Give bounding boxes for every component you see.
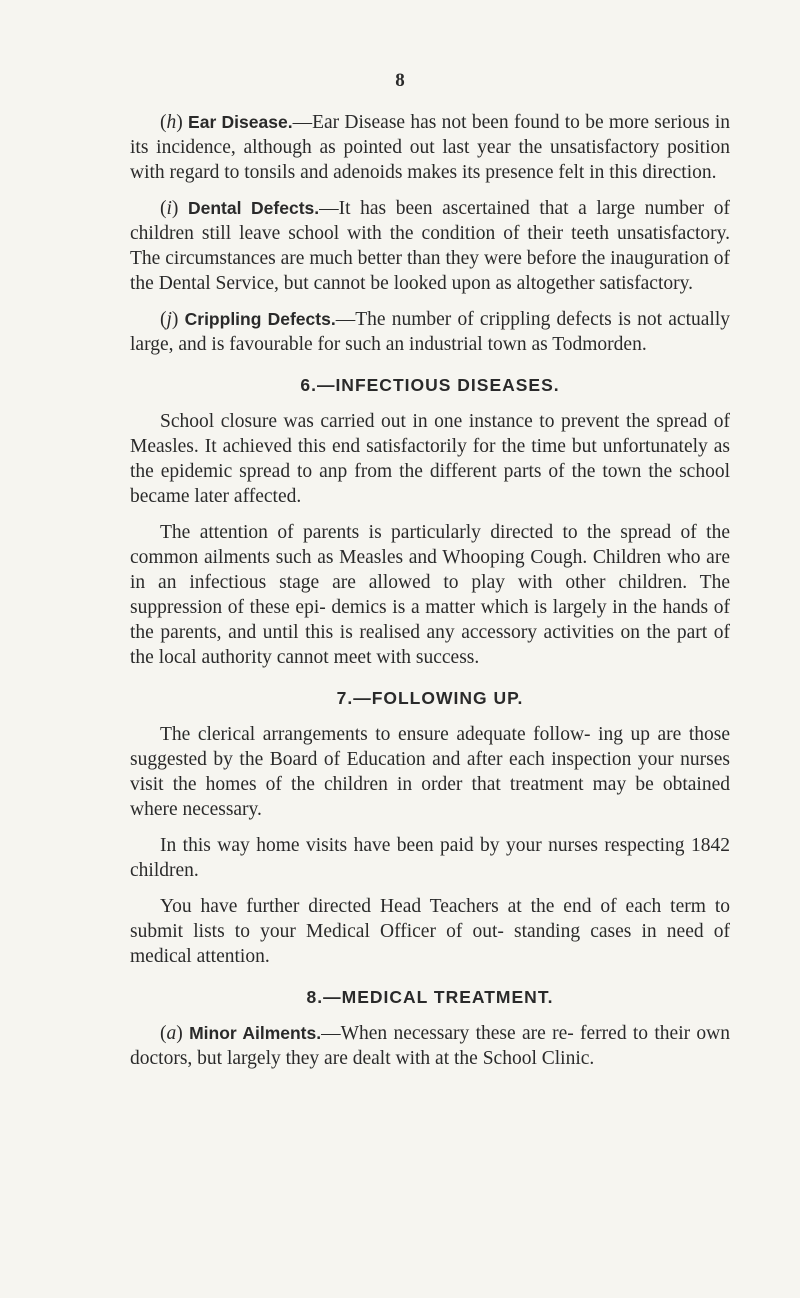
item-letter: i [166, 198, 172, 219]
item-text: —The number of crippling defects is not actually large, and is favourable for such an industrial town as Todmorden. [130, 309, 730, 355]
paragraph: The attention of parents is particularly directed to the spread of the common ailments such as Measles and Whooping Cough. Children who are in an infectious stage are allowed to play with other children. The suppression of these epi- demics is a matter which is largely in the hands of the parents, and until this is realised any accessory activities on the part of the local authority cannot meet with success. [130, 522, 730, 668]
item-title: Ear Disease. [188, 112, 293, 132]
item-letter: j [166, 309, 172, 330]
page-number: 8 [395, 70, 405, 91]
item-title: Minor Ailments. [189, 1023, 322, 1043]
section-heading-infectious-diseases: 6.—INFECTIOUS DISEASES. [300, 375, 560, 395]
item-text: —It has been ascertained that a large number of children still leave school with the condition of their teeth unsatisfactory. The circumstances are much better than they were before the inauguration of the Dental Service, but cannot be looked upon as altogether satisfactory. [130, 198, 730, 294]
item-crippling-defects: (j) Crippling Defects.—The number of crippling defects is not actually large, and is favourable for such an industrial town as Todmorden. [130, 309, 730, 355]
paragraph: School closure was carried out in one instance to prevent the spread of Measles. It achieved this end satisfactorily for the time but unfortunately as the epidemic spread to anp from the different parts of the town the school became later affected. [130, 411, 730, 507]
paragraph: In this way home visits have been paid by your nurses respecting 1842 children. [130, 835, 730, 881]
section-heading-medical-treatment: 8.—MEDICAL TREATMENT. [306, 987, 554, 1007]
item-dental-defects: (i) Dental Defects.—It has been ascertained that a large number of children still leave school with the condition of their teeth unsatisfactory. The circumstances are much better than they were before the inauguration of the Dental Service, but cannot be looked upon as altogether satisfactory. [130, 198, 730, 294]
paragraph: You have further directed Head Teachers at the end of each term to submit lists to your Medical Officer of out- standing cases in need of medical attention. [130, 896, 730, 967]
item-title: Crippling Defects. [184, 309, 336, 329]
item-text: —When necessary these are re- ferred to their own doctors, but largely they are dealt with at the School Clinic. [130, 1023, 730, 1069]
item-title: Dental Defects. [188, 198, 320, 218]
item-letter: h [166, 112, 177, 133]
item-text: —Ear Disease has not been found to be more serious in its incidence, although as pointed out last year the unsatisfactory position with regard to tonsils and adenoids makes its presence felt in this direction. [130, 112, 731, 183]
item-minor-ailments: (a) Minor Ailments.—When necessary these are re- ferred to their own doctors, but largely they are dealt with at the School Clinic. [130, 1023, 730, 1069]
item-letter: a [166, 1023, 177, 1044]
paragraph: The clerical arrangements to ensure adequate follow- ing up are those suggested by the Board of Education and after each inspection your nurses visit the homes of the children in order that treatment may be obtained where necessary. [130, 724, 730, 820]
item-ear-disease: (h) Ear Disease.—Ear Disease has not been found to be more serious in its incidence, although as pointed out last year the unsatisfactory position with regard to tonsils and adenoids makes its presence felt in this direction. [130, 112, 731, 183]
section-heading-following-up: 7.—FOLLOWING UP. [336, 688, 524, 708]
text-body [130, 110, 730, 1082]
